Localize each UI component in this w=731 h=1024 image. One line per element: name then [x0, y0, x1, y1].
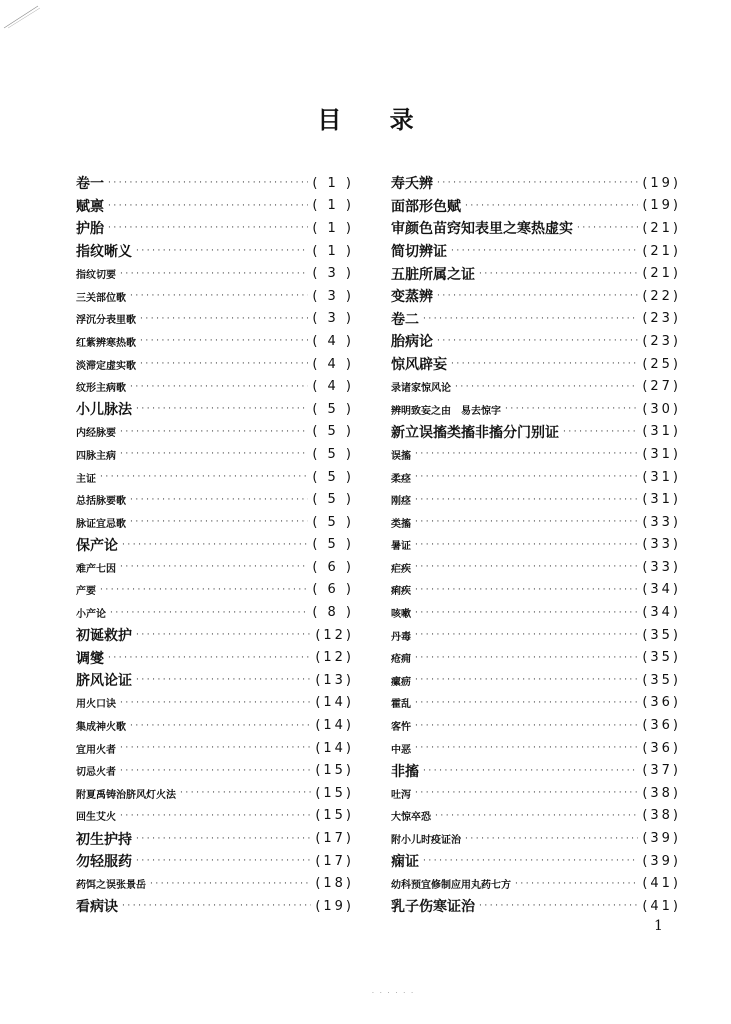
- toc-entry-title: 宜用火者: [76, 744, 116, 756]
- toc-entry-title: 集成神火歌: [76, 722, 126, 734]
- toc-entry[interactable]: [76, 601, 354, 624]
- dot-leader: [415, 449, 638, 459]
- toc-entry-title: 新立误搐类搐非搐分门别证: [391, 424, 559, 441]
- dot-leader: [140, 336, 308, 346]
- dot-leader: [451, 359, 638, 369]
- toc-entry-page: (23): [642, 333, 681, 349]
- toc-entry[interactable]: [391, 511, 681, 534]
- toc-entry-page: (17): [315, 853, 354, 869]
- toc-entry[interactable]: [391, 692, 681, 715]
- dot-leader: [423, 314, 638, 324]
- toc-entry-title: 红紫辨寒热歌: [76, 337, 136, 349]
- toc-entry-page: (36): [642, 740, 681, 756]
- toc-left-column: [76, 172, 354, 918]
- toc-entry-page: (12): [315, 627, 354, 643]
- toc-entry-title: 纹形主病歌: [76, 383, 126, 395]
- toc-entry-title: 调燮: [76, 650, 104, 667]
- toc-entry-title: 瘰疬: [391, 676, 411, 688]
- toc-entry-page: ( 5 ): [312, 424, 354, 440]
- dot-leader: [100, 472, 308, 482]
- toc-entry[interactable]: [391, 195, 681, 218]
- dot-leader: [130, 291, 308, 301]
- toc-entry-title: 看病诀: [76, 899, 118, 916]
- toc-entry[interactable]: [76, 534, 354, 557]
- toc-entry-page: (15): [315, 763, 354, 779]
- toc-entry-title: 幼科预宜修制应用丸药七方: [391, 880, 511, 892]
- dot-leader: [415, 653, 638, 663]
- toc-entry-page: (31): [642, 446, 681, 462]
- toc-entry[interactable]: [391, 556, 681, 579]
- dot-leader: [415, 721, 638, 731]
- toc-entry[interactable]: [76, 782, 354, 805]
- toc-entry-title: 主证: [76, 473, 96, 485]
- toc-entry-title: 指纹切要: [76, 270, 116, 282]
- toc-entry-page: (19): [642, 198, 681, 214]
- toc-entry[interactable]: [391, 805, 681, 828]
- dot-leader: [465, 201, 638, 211]
- toc-entry-page: (41): [642, 876, 681, 892]
- toc-entry-title: 淡滞定虚实歌: [76, 360, 136, 372]
- toc-entry-page: ( 5 ): [312, 514, 354, 530]
- toc-entry-page: (35): [642, 627, 681, 643]
- toc-entry[interactable]: [76, 669, 354, 692]
- toc-entry-title: 产要: [76, 586, 96, 598]
- dot-leader: [120, 743, 311, 753]
- toc-entry[interactable]: [391, 872, 681, 895]
- toc-entry-title: 指纹晰义: [76, 244, 132, 261]
- dot-leader: [136, 856, 311, 866]
- toc-entry-title: 护胎: [76, 221, 104, 238]
- toc-entry-title: 面部形色赋: [391, 198, 461, 215]
- toc-entry[interactable]: [76, 759, 354, 782]
- toc-entry-page: (14): [315, 718, 354, 734]
- toc-entry-page: (31): [642, 492, 681, 508]
- dot-leader: [136, 246, 308, 256]
- toc-entry-title: 总括脉要歌: [76, 496, 126, 508]
- toc-entry-title: 类搐: [391, 518, 411, 530]
- toc-entry-page: (37): [642, 763, 681, 779]
- footer-mark: · · · · · ·: [372, 990, 415, 997]
- dot-leader: [108, 223, 308, 233]
- toc-entry-page: (13): [315, 672, 354, 688]
- dot-leader: [100, 585, 308, 595]
- toc-entry-page: ( 1 ): [312, 175, 354, 191]
- toc-entry[interactable]: [76, 398, 354, 421]
- toc-entry[interactable]: [391, 398, 681, 421]
- toc-entry[interactable]: [391, 759, 681, 782]
- page-title: 目 录: [317, 106, 434, 134]
- toc-entry-page: (19): [642, 175, 681, 191]
- toc-entry-title: 柔痉: [391, 473, 411, 485]
- toc-entry-title: 咳嗽: [391, 609, 411, 621]
- toc-entry-title: 脉证宜忌歌: [76, 518, 126, 530]
- dot-leader: [130, 495, 308, 505]
- toc-right-column: [391, 172, 681, 918]
- toc-entry-page: ( 5 ): [312, 446, 354, 462]
- toc-entry-page: (33): [642, 559, 681, 575]
- toc-entry-page: (25): [642, 356, 681, 372]
- toc-entry-title: 吐泻: [391, 789, 411, 801]
- dot-leader: [423, 766, 638, 776]
- toc-entry-title: 脐风论证: [76, 673, 132, 690]
- dot-leader: [563, 427, 638, 437]
- toc-entry-title: 胎病论: [391, 334, 433, 351]
- dot-leader: [110, 608, 308, 618]
- toc-entry-title: 初生护持: [76, 831, 132, 848]
- toc-entry-title: 审颜色苗窍知表里之寒热虚实: [391, 221, 573, 238]
- dot-leader: [122, 901, 311, 911]
- toc-entry[interactable]: [391, 850, 681, 873]
- toc-entry[interactable]: [391, 624, 681, 647]
- toc-entry-title: 刚痉: [391, 496, 411, 508]
- toc-entry-title: 附夏禹铸治脐风灯火法: [76, 789, 176, 801]
- dot-leader: [120, 766, 311, 776]
- toc-entry-page: ( 3 ): [312, 288, 354, 304]
- toc-entry-title: 回生艾火: [76, 812, 116, 824]
- toc-entry-title: 内经脉要: [76, 428, 116, 440]
- dot-leader: [140, 359, 308, 369]
- toc-entry-page: ( 4 ): [312, 333, 354, 349]
- dot-leader: [465, 834, 638, 844]
- toc-entry[interactable]: [391, 308, 681, 331]
- toc-entry-title: 保产论: [76, 537, 118, 554]
- dot-leader: [437, 336, 638, 346]
- toc-entry-title: 变蒸辨: [391, 289, 433, 306]
- toc-entry[interactable]: [391, 285, 681, 308]
- toc-entry-page: (27): [642, 379, 681, 395]
- toc-entry-page: (21): [642, 220, 681, 236]
- dot-leader: [120, 811, 311, 821]
- toc-entry-page: (34): [642, 582, 681, 598]
- toc-entry-title: 暑证: [391, 541, 411, 553]
- toc-entry-title: 客忤: [391, 722, 411, 734]
- toc-entry-page: (38): [642, 785, 681, 801]
- toc-entry-page: (21): [642, 243, 681, 259]
- dot-leader: [120, 562, 308, 572]
- dot-leader: [108, 178, 308, 188]
- toc-entry[interactable]: [391, 782, 681, 805]
- toc-entry-title: 四脉主病: [76, 450, 116, 462]
- toc-entry-page: ( 6 ): [312, 559, 354, 575]
- toc-entry-page: (14): [315, 740, 354, 756]
- toc-entry-page: ( 3 ): [312, 266, 354, 282]
- toc-entry-page: ( 4 ): [312, 356, 354, 372]
- toc-entry[interactable]: [391, 466, 681, 489]
- toc-entry[interactable]: [76, 195, 354, 218]
- toc-entry[interactable]: [391, 737, 681, 760]
- toc-entry[interactable]: [76, 240, 354, 263]
- toc-entry-page: (17): [315, 831, 354, 847]
- toc-entry[interactable]: [391, 172, 681, 195]
- toc-entry[interactable]: [76, 692, 354, 715]
- toc-entry-page: (36): [642, 718, 681, 734]
- toc-entry[interactable]: [76, 737, 354, 760]
- dot-leader: [120, 269, 308, 279]
- toc-entry-page: ( 6 ): [312, 582, 354, 598]
- dot-leader: [130, 721, 311, 731]
- toc-entry[interactable]: [76, 646, 354, 669]
- toc-entry-title: 寿夭辨: [391, 176, 433, 193]
- dot-leader: [515, 879, 638, 889]
- dot-leader: [136, 630, 311, 640]
- toc-entry-page: (12): [315, 650, 354, 666]
- toc-entry-page: (36): [642, 695, 681, 711]
- toc-entry-page: (33): [642, 514, 681, 530]
- toc-entry[interactable]: [391, 579, 681, 602]
- dot-leader: [130, 517, 308, 527]
- toc-entry-title: 五脏所属之证: [391, 266, 475, 283]
- dot-leader: [108, 653, 311, 663]
- toc-entry-title: 附小儿时疫证治: [391, 835, 461, 847]
- toc-entry-title: 小产论: [76, 609, 106, 621]
- toc-entry[interactable]: [391, 488, 681, 511]
- dot-leader: [120, 427, 308, 437]
- toc-entry[interactable]: [76, 443, 354, 466]
- dot-leader: [140, 314, 308, 324]
- toc-entry-title: 卷二: [391, 311, 419, 328]
- toc-entry-page: (15): [315, 808, 354, 824]
- toc-entry-page: (38): [642, 808, 681, 824]
- toc-entry-page: ( 1 ): [312, 220, 354, 236]
- dot-leader: [415, 517, 638, 527]
- toc-entry-title: 痢疾: [391, 586, 411, 598]
- toc-entry-title: 丹毒: [391, 631, 411, 643]
- toc-entry-page: ( 5 ): [312, 537, 354, 553]
- toc-entry-page: (31): [642, 424, 681, 440]
- toc-entry[interactable]: [76, 353, 354, 376]
- toc-entry-title: 勿轻服药: [76, 854, 132, 871]
- toc-entry[interactable]: [391, 827, 681, 850]
- dot-leader: [130, 382, 308, 392]
- toc-entry-title: 非搐: [391, 763, 419, 780]
- toc-entry-title: 初诞救护: [76, 628, 132, 645]
- toc-entry[interactable]: [76, 488, 354, 511]
- toc-entry[interactable]: [76, 895, 354, 918]
- toc-entry-title: 简切辨证: [391, 244, 447, 261]
- dot-leader: [120, 449, 308, 459]
- toc-entry-title: 痫证: [391, 854, 419, 871]
- toc-entry[interactable]: [391, 353, 681, 376]
- toc-entry-title: 录诸家惊风论: [391, 383, 451, 395]
- dot-leader: [451, 246, 638, 256]
- toc-entry-title: 浮沉分表里歌: [76, 315, 136, 327]
- toc-entry[interactable]: [391, 443, 681, 466]
- dot-leader: [423, 856, 638, 866]
- toc-entry[interactable]: [391, 669, 681, 692]
- toc-entry-page: ( 5 ): [312, 492, 354, 508]
- toc-entry-page: (41): [642, 898, 681, 914]
- dot-leader: [415, 630, 638, 640]
- toc-entry-title: 药饵之误张景岳: [76, 880, 146, 892]
- toc-entry-page: ( 5 ): [312, 401, 354, 417]
- toc-entry-page: (33): [642, 537, 681, 553]
- toc-entry[interactable]: [76, 511, 354, 534]
- toc-entry-page: ( 1 ): [312, 243, 354, 259]
- dot-leader: [415, 585, 638, 595]
- toc-entry[interactable]: [391, 534, 681, 557]
- toc-entry-title: 辨明致妄之由 易去惊字: [391, 405, 501, 417]
- dot-leader: [108, 201, 308, 211]
- toc-entry-title: 切忌火者: [76, 767, 116, 779]
- dot-leader: [577, 223, 638, 233]
- dot-leader: [415, 743, 638, 753]
- toc-entry-page: (34): [642, 605, 681, 621]
- toc-entry-page: (35): [642, 672, 681, 688]
- dot-leader: [437, 178, 638, 188]
- toc-entry[interactable]: [391, 601, 681, 624]
- toc-entry-page: (19): [315, 898, 354, 914]
- toc-entry-title: 三关部位歌: [76, 292, 126, 304]
- toc-entry[interactable]: [76, 217, 354, 240]
- toc-entry-title: 小儿脉法: [76, 402, 132, 419]
- dot-leader: [415, 540, 638, 550]
- toc-entry[interactable]: [391, 375, 681, 398]
- toc-entry[interactable]: [76, 466, 354, 489]
- toc-entry-title: 疮痈: [391, 654, 411, 666]
- corner-stamp-icon: [2, 4, 42, 30]
- toc-entry[interactable]: [76, 375, 354, 398]
- dot-leader: [479, 901, 638, 911]
- dot-leader: [505, 404, 638, 414]
- dot-leader: [415, 472, 638, 482]
- toc-entry-page: (39): [642, 831, 681, 847]
- toc-entry[interactable]: [76, 872, 354, 895]
- toc-entry-page: ( 4 ): [312, 379, 354, 395]
- toc-entry[interactable]: [76, 850, 354, 873]
- toc-entry[interactable]: [76, 262, 354, 285]
- dot-leader: [122, 540, 308, 550]
- toc-entry-page: (18): [315, 876, 354, 892]
- dot-leader: [180, 788, 311, 798]
- toc-entry[interactable]: [76, 579, 354, 602]
- dot-leader: [415, 788, 638, 798]
- dot-leader: [415, 675, 638, 685]
- dot-leader: [435, 811, 638, 821]
- toc-entry[interactable]: [76, 285, 354, 308]
- toc-entry-title: 中恶: [391, 744, 411, 756]
- dot-leader: [479, 269, 638, 279]
- toc-entry[interactable]: [391, 714, 681, 737]
- dot-leader: [455, 382, 638, 392]
- toc-entry-page: (30): [642, 401, 681, 417]
- dot-leader: [415, 608, 638, 618]
- toc-entry[interactable]: [76, 714, 354, 737]
- toc-entry[interactable]: [76, 308, 354, 331]
- toc-entry-title: 难产七因: [76, 563, 116, 575]
- toc-entry[interactable]: [391, 217, 681, 240]
- toc-entry[interactable]: [76, 421, 354, 444]
- toc-entry[interactable]: [76, 556, 354, 579]
- dot-leader: [415, 698, 638, 708]
- toc-entry-title: 误搐: [391, 450, 411, 462]
- toc-entry[interactable]: [391, 240, 681, 263]
- dot-leader: [150, 879, 311, 889]
- toc-entry[interactable]: [76, 330, 354, 353]
- dot-leader: [120, 698, 311, 708]
- toc-entry-page: (39): [642, 853, 681, 869]
- toc-entry-title: 疟疾: [391, 563, 411, 575]
- dot-leader: [437, 291, 638, 301]
- dot-leader: [136, 675, 311, 685]
- toc-entry-page: ( 5 ): [312, 469, 354, 485]
- toc-entry[interactable]: [76, 827, 354, 850]
- toc-entry-page: (21): [642, 266, 681, 282]
- toc-entry-page: (14): [315, 695, 354, 711]
- toc-entry[interactable]: [391, 330, 681, 353]
- dot-leader: [136, 404, 308, 414]
- page-number: 1: [654, 918, 663, 934]
- toc-entry-title: 惊风辟妄: [391, 357, 447, 374]
- toc-entry-page: ( 1 ): [312, 198, 354, 214]
- toc-entry-page: (23): [642, 311, 681, 327]
- toc-entry[interactable]: [76, 172, 354, 195]
- dot-leader: [415, 562, 638, 572]
- toc-entry-title: 霍乱: [391, 699, 411, 711]
- toc-entry[interactable]: [391, 262, 681, 285]
- toc-entry-page: ( 3 ): [312, 311, 354, 327]
- toc-entry-title: 用火口诀: [76, 699, 116, 711]
- toc-entry-page: (15): [315, 785, 354, 801]
- toc-entry-title: 乳子伤寒证治: [391, 899, 475, 916]
- toc-entry[interactable]: [76, 624, 354, 647]
- toc-entry-page: ( 8 ): [312, 605, 354, 621]
- toc-entry[interactable]: [76, 805, 354, 828]
- toc-entry-title: 卷一: [76, 176, 104, 193]
- toc-entry-title: 大惊卒恐: [391, 812, 431, 824]
- toc-entry[interactable]: [391, 895, 681, 918]
- toc-entry-page: (35): [642, 650, 681, 666]
- dot-leader: [136, 834, 311, 844]
- toc-entry[interactable]: [391, 421, 681, 444]
- toc-entry-page: (22): [642, 288, 681, 304]
- toc-entry-page: (31): [642, 469, 681, 485]
- toc-entry-title: 赋禀: [76, 198, 104, 215]
- toc-entry[interactable]: [391, 646, 681, 669]
- dot-leader: [415, 495, 638, 505]
